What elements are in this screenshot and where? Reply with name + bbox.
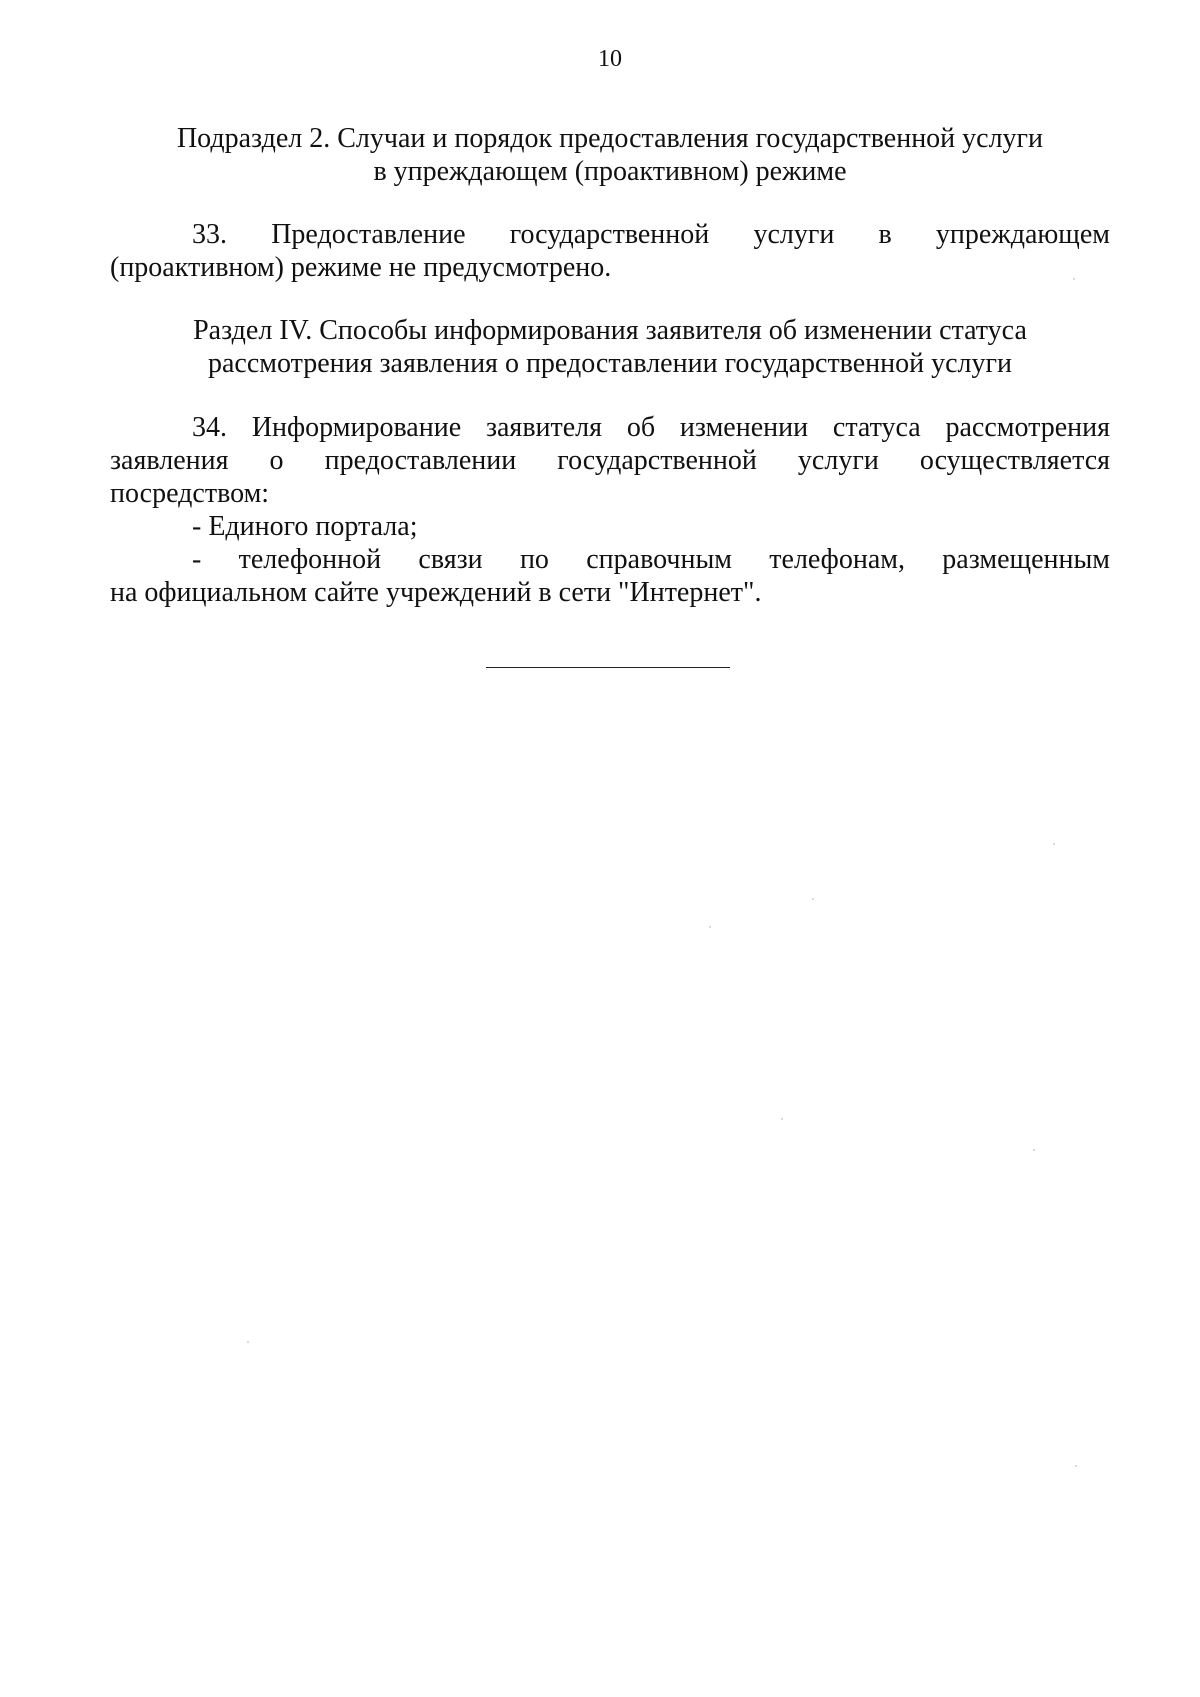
scan-speck [709, 926, 711, 928]
scan-speck [1073, 278, 1075, 280]
section-heading [110, 314, 1110, 380]
page-number: 10 [598, 46, 622, 72]
subsection-heading-line2: в упреждающем (проактивном) режиме [373, 156, 847, 187]
item-34-line2: заявления о предоставлении государственной услуги осуществляется [110, 445, 1110, 476]
item-33-paragraph [110, 218, 1110, 284]
item-34-bullet1: - Единого портала; [192, 511, 418, 542]
section-heading-line2: рассмотрения заявления о предоставлении государственной услуги [207, 348, 1012, 379]
scan-speck [247, 1341, 249, 1343]
item-34-bullet2-line2: на официальном сайте учреждений в сети "Интернет". [110, 577, 762, 608]
section-heading-line1: Раздел IV. Способы информирования заявителя об изменении статуса [193, 315, 1027, 346]
scan-speck [781, 1118, 783, 1120]
scan-speck [812, 898, 814, 900]
subsection-heading [110, 122, 1110, 188]
subsection-heading-line1: Подраздел 2. Случаи и порядок предоставления государственной услуги [176, 123, 1044, 154]
end-separator-line [486, 667, 730, 668]
item-34-line3: посредством: [110, 478, 270, 509]
scan-speck [1075, 1465, 1077, 1467]
item-34-bullet2-line1: - телефонной связи по справочным телефонам, размещенным [192, 544, 1110, 575]
item-33-line2: (проактивном) режиме не предусмотрено. [110, 252, 612, 283]
item-34-paragraph [110, 411, 1110, 609]
scan-speck [1053, 843, 1055, 845]
item-34-line1: 34. Информирование заявителя об изменении статуса рассмотрения [192, 412, 1110, 443]
item-33-line1: 33. Предоставление государственной услуги в упреждающем [192, 219, 1110, 250]
scan-speck [1033, 1149, 1035, 1151]
